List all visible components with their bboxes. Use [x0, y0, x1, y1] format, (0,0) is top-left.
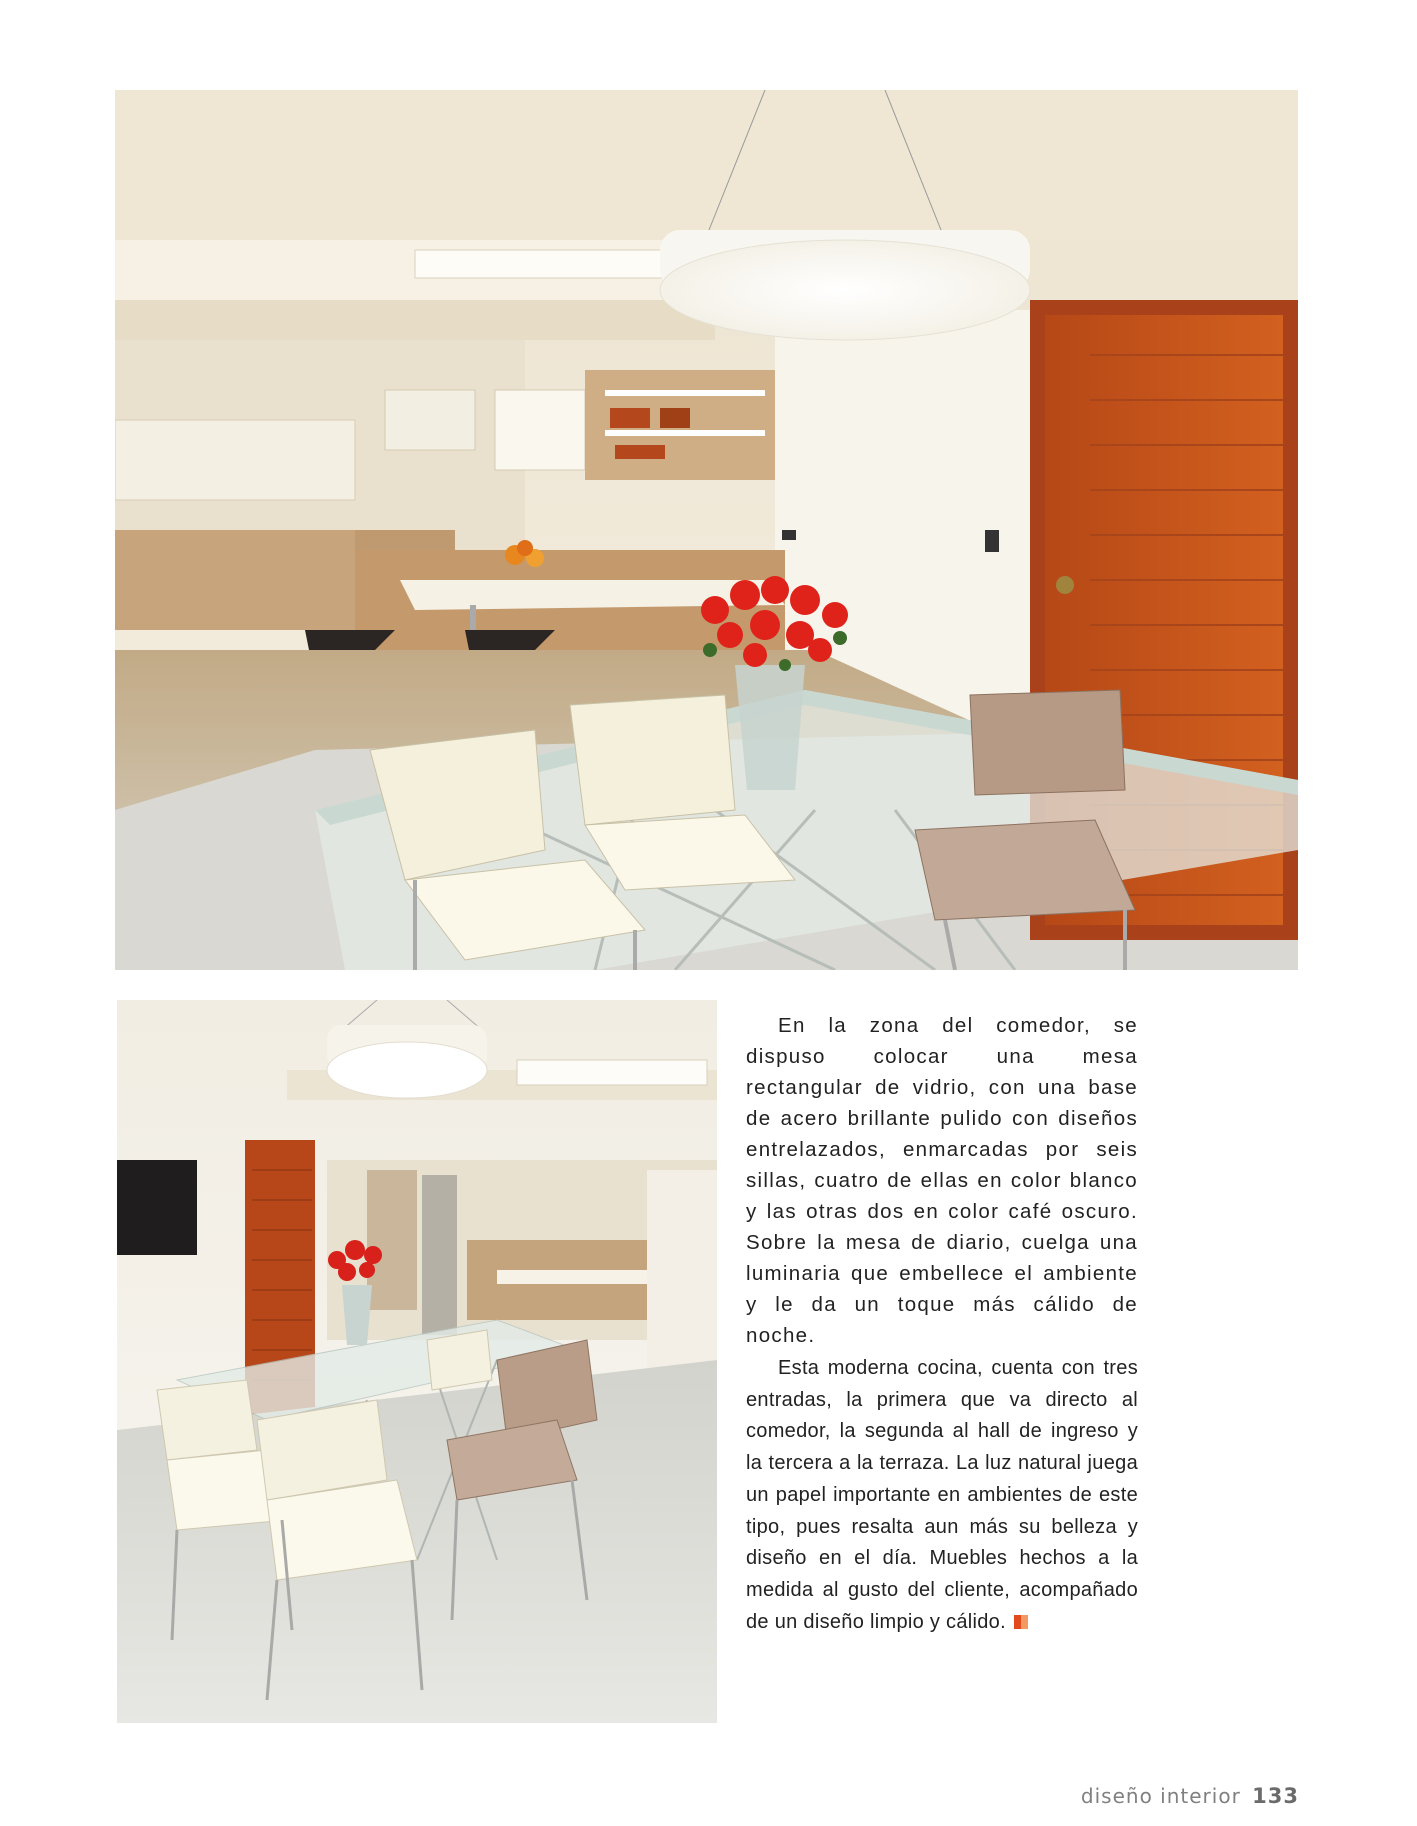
page-number: 133	[1252, 1784, 1299, 1808]
page-folio	[1081, 1784, 1299, 1808]
folio-section-name: diseño interior	[1080, 1784, 1241, 1808]
kitchen-dining-photo	[115, 90, 1298, 970]
dining-table-photo	[117, 1000, 717, 1723]
article-paragraph-2-text: Esta moderna cocina, cuenta con tres entradas, la primera que va directo al comedor, la segunda al hall de ingreso y la tercera a la terraza. La luz natural juega un papel importante en ambientes de este tipo, pues resalta aun más su belleza y diseño en el día. Muebles hechos a la medida al gusto del cliente, acompañado de un diseño limpio y cálido.	[746, 1357, 1138, 1633]
end-of-article-mark-icon	[1014, 1615, 1028, 1629]
article-paragraph-1: En la zona del comedor, se dispuso colocar una mesa rectangular de vidrio, con una base de acero brillante pulido con diseños entrelazados, enmarcadas por seis sillas, cuatro de ellas en color blanco y las otras dos en color café oscuro. Sobre la mesa de diario, cuelga una luminaria que embellece el ambiente y le da un toque más cálido de noche.	[746, 1014, 1138, 1347]
article-paragraph-2	[746, 1353, 1138, 1638]
